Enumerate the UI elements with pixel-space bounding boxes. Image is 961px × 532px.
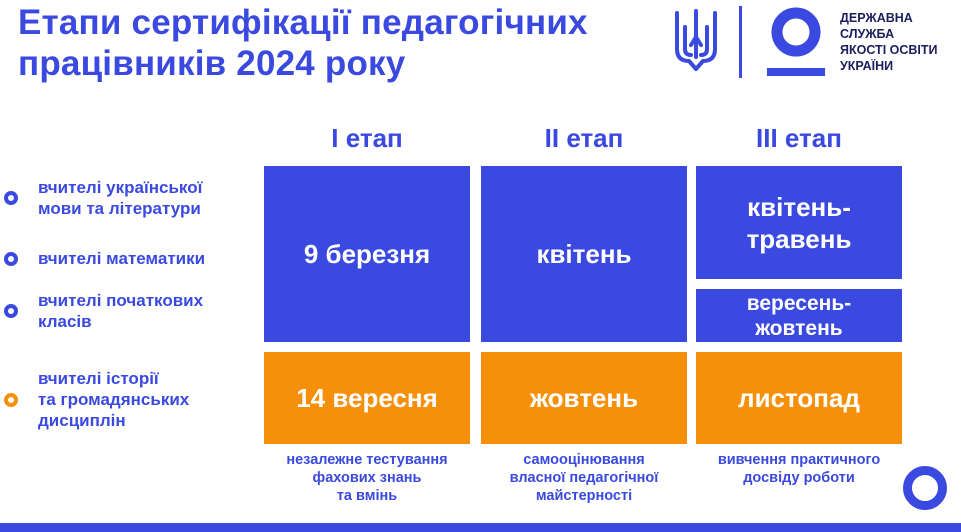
stage-header-2: ІІ етап xyxy=(544,123,624,153)
group-primary xyxy=(4,290,203,332)
group-ukrainian xyxy=(4,177,202,219)
logo-bar xyxy=(767,68,825,76)
date-text: квітень- xyxy=(747,191,851,222)
stage2-main-date xyxy=(481,166,687,342)
stage1-main-date xyxy=(264,166,470,342)
description-line: незалежне тестування xyxy=(286,452,448,468)
stage1-history-date xyxy=(264,352,470,444)
group-label-line: вчителі початкових xyxy=(38,291,204,310)
title-line-2: працівників 2024 року xyxy=(18,44,406,83)
date-text: вересень- xyxy=(746,291,852,315)
trident-icon xyxy=(671,7,721,77)
logo-text-line-1: ДЕРЖАВНА xyxy=(840,11,913,25)
date-text: травень xyxy=(746,223,852,254)
logo-text-line-2: СЛУЖБА xyxy=(840,27,895,41)
group-label-line: класів xyxy=(38,312,92,331)
group-label-line: вчителі математики xyxy=(38,249,206,268)
logo-text xyxy=(840,10,960,74)
description-line: самооцінювання xyxy=(523,452,645,468)
stage1-description xyxy=(264,451,470,505)
orange-ring-icon xyxy=(4,393,18,407)
date-text: листопад xyxy=(738,383,860,413)
title-line-1: Етапи сертифікації педагогічних xyxy=(18,3,588,42)
description-line: власної педагогічної xyxy=(509,470,659,486)
blue-ring-icon xyxy=(4,191,18,205)
description-line: досвіду роботи xyxy=(743,470,855,486)
date-text: 14 вересня xyxy=(296,383,438,413)
stage2-history-date xyxy=(481,352,687,444)
group-label xyxy=(38,290,203,332)
corner-ring-icon xyxy=(903,466,947,510)
description-line: та вмінь xyxy=(336,488,398,504)
stage3-history-date xyxy=(696,352,902,444)
blue-ring-icon xyxy=(4,252,18,266)
date-text: жовтень xyxy=(755,316,843,340)
date-text: жовтень xyxy=(529,383,639,413)
group-label xyxy=(38,177,202,219)
description-line: майстерності xyxy=(535,488,633,504)
group-label-line: дисциплін xyxy=(38,411,126,430)
group-label-line: вчителі історії xyxy=(38,369,159,388)
description-line: вивчення практичного xyxy=(717,452,881,468)
group-label-line: вчителі української xyxy=(38,178,203,197)
stage3-main-date-a xyxy=(696,166,902,279)
stage-header-1: І етап xyxy=(331,123,403,153)
group-label xyxy=(38,368,189,431)
stage3-description xyxy=(696,451,902,487)
ring-logo-icon xyxy=(770,6,822,58)
logo-text-line-3: ЯКОСТІ ОСВІТИ xyxy=(840,43,938,57)
date-text: квітень xyxy=(536,239,632,269)
description-line: фахових знань xyxy=(312,470,422,486)
date-text: 9 березня xyxy=(303,239,431,269)
bottom-bar xyxy=(0,523,961,532)
stage3-main-date-b xyxy=(696,289,902,342)
group-math xyxy=(4,248,205,269)
group-label-line: мови та літератури xyxy=(38,199,201,218)
blue-ring-icon xyxy=(4,304,18,318)
page-title xyxy=(18,2,668,84)
logo-divider xyxy=(739,6,742,78)
group-history xyxy=(4,368,189,431)
stage-header-3: ІІІ етап xyxy=(756,123,842,153)
stage2-description xyxy=(481,451,687,505)
logo-text-line-4: УКРАЇНИ xyxy=(840,59,894,73)
group-label-line: та громадянських xyxy=(38,390,190,409)
group-label xyxy=(38,248,205,269)
